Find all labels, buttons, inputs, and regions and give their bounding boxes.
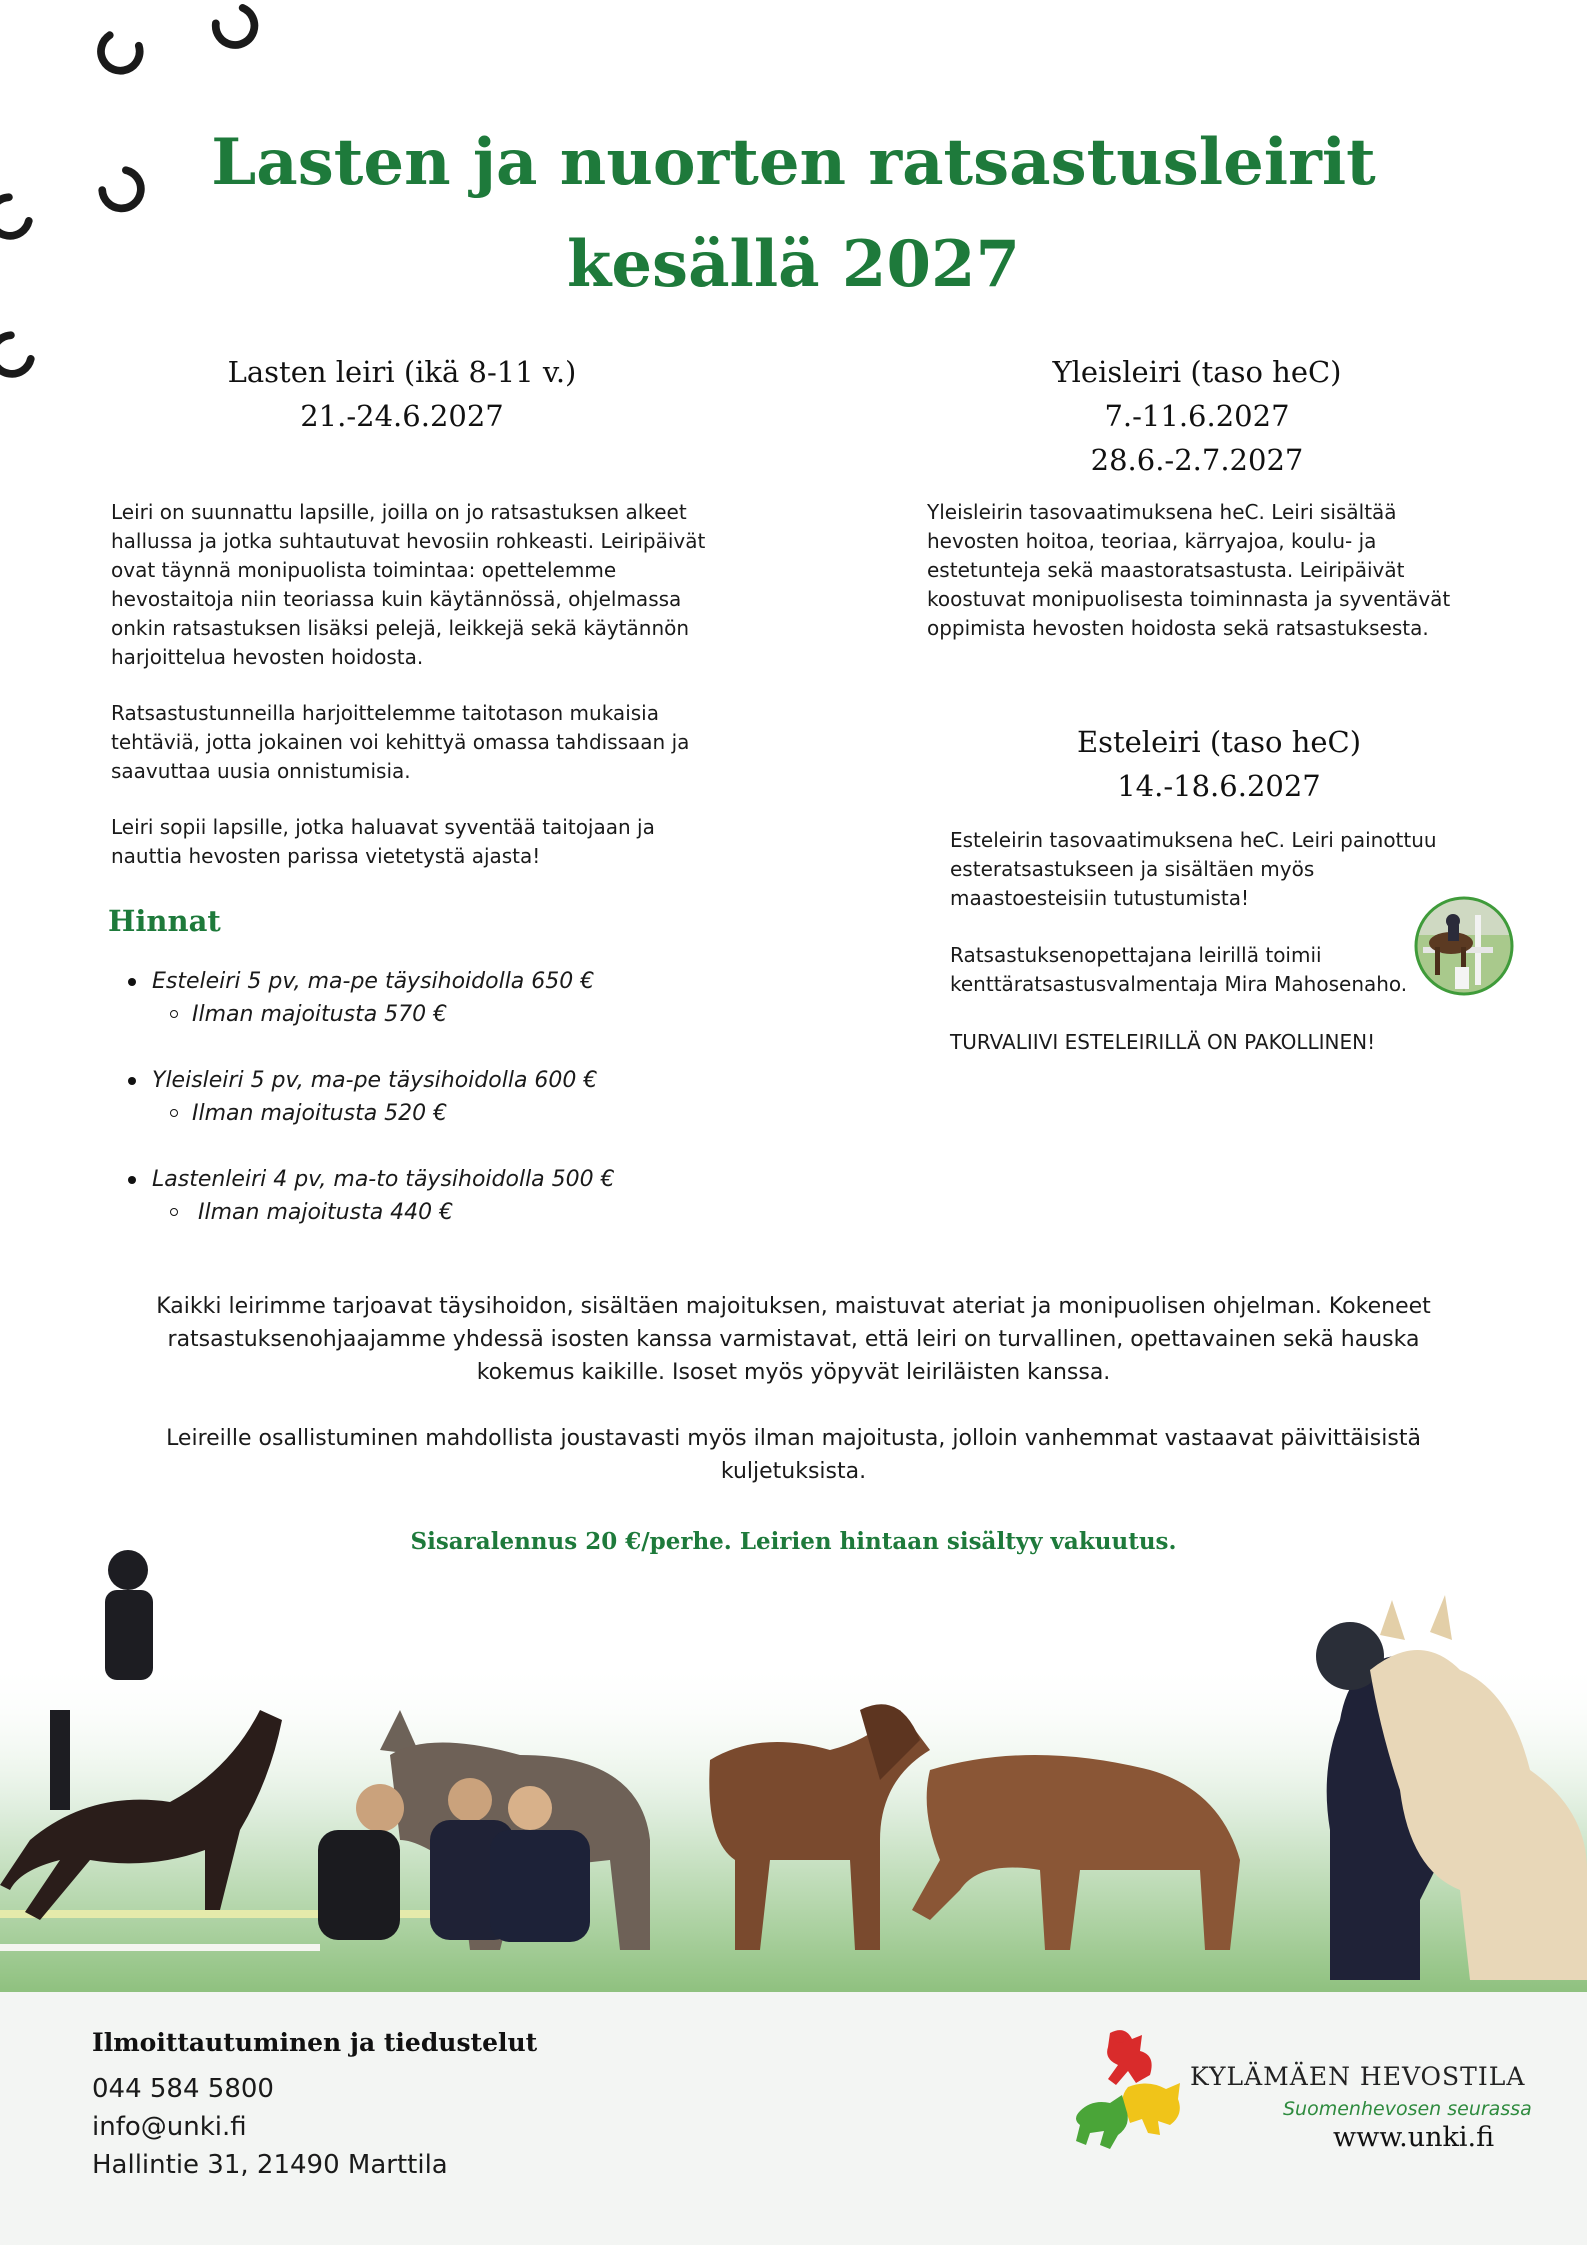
- esteleiri-coach-text: Ratsastuksenopettajana leirillä toimii kenttäratsastusvalmentaja Mira Mahosenaho.: [950, 943, 1408, 996]
- brand-name: KYLÄMÄEN HEVOSTILA: [1190, 2062, 1526, 2091]
- contact-email[interactable]: info@unki.fi: [92, 2112, 247, 2142]
- price-main: Lastenleiri 4 pv, ma-to täysihoidolla 500 €: [150, 1163, 770, 1196]
- general-info: [120, 1290, 1467, 1521]
- lasten-leiri-paragraph: Leiri on suunnattu lapsille, joilla on jo ratsastuksen alkeet hallussa ja jotka suhtautuvat hevosiin rohkeasti. Leiripäivät ovat täynnä monipuolista toimintaa: opettelemme hevostaitoja niin teoriassa kuin käytännössä, ohjelmassa onkin ratsastuksen lisäksi pelejä, leikkejä sekä käytännön harjoittelua hevosten hoidosta.: [111, 500, 706, 669]
- lasten-leiri-paragraph: Leiri sopii lapsille, jotka haluavat syventää taitojaan ja nauttia hevosten parissa vietetystä ajasta!: [111, 815, 655, 868]
- price-sub: Ilman majoitusta 520 €: [150, 1097, 770, 1130]
- title-line-1: Lasten ja nuorten ratsastusleirit: [211, 125, 1376, 200]
- stable-logo: [1070, 2025, 1188, 2153]
- horseshoe-icon: [0, 328, 38, 386]
- esteleiri-description: [950, 826, 1465, 940]
- esteleiri-heading: Esteleiri (taso heC): [1076, 725, 1362, 759]
- price-main: Esteleiri 5 pv, ma-pe täysihoidolla 650 €: [150, 965, 770, 998]
- lasten-leiri-paragraph: Ratsastustunneilla harjoittelemme taitotason mukaisia tehtäviä, jotta jokainen voi kehittyä omassa tahdissaan ja saavuttaa uusia onnistumisia.: [111, 701, 690, 783]
- lasten-leiri-heading-block: [152, 350, 652, 438]
- contact-phone[interactable]: 044 584 5800: [92, 2074, 274, 2104]
- lasten-leiri-dates: 21.-24.6.2027: [300, 399, 504, 433]
- discount-note: Sisaralennus 20 €/perhe. Leirien hintaan sisältyy vakuutus.: [410, 1528, 1177, 1555]
- yleisleiri-dates-1: 7.-11.6.2027: [1104, 399, 1290, 433]
- brand-website[interactable]: www.unki.fi: [1333, 2122, 1495, 2153]
- price-item: [150, 1064, 770, 1130]
- esteleiri-heading-block: [969, 720, 1469, 808]
- horseshoe-icon: [208, 0, 266, 58]
- price-item: [150, 965, 770, 1031]
- price-item: [150, 1163, 770, 1229]
- info-paragraph: Kaikki leirimme tarjoavat täysihoidon, sisältäen majoituksen, maistuvat ateriat ja monipuolisen ohjelman. Kokeneet ratsastuksenohjaajamme yhdessä isosten kanssa varmistavat, että leiri on turvallinen, opettavainen sekä hauska kokemus kaikille. Isoset myös yöpyvät leiriläisten kanssa.: [156, 1294, 1431, 1385]
- yleisleiri-heading: Yleisleiri (taso heC): [1052, 355, 1342, 389]
- esteleiri-safety-note: TURVALIIVI ESTELEIRILLÄ ON PAKOLLINEN!: [950, 1030, 1376, 1054]
- info-paragraph: Leireille osallistuminen mahdollista joustavasti myös ilman majoitusta, jolloin vanhemmat vastaavat päivittäisistä kuljetuksista.: [166, 1426, 1421, 1484]
- page-title: [0, 112, 1587, 316]
- price-sub: Ilman majoitusta 570 €: [150, 998, 770, 1031]
- price-list: [150, 965, 770, 1262]
- price-main: Yleisleiri 5 pv, ma-pe täysihoidolla 600 €: [150, 1064, 770, 1097]
- coach-jumping-photo: [1413, 895, 1515, 997]
- lasten-leiri-heading: Lasten leiri (ikä 8-11 v.): [227, 355, 577, 389]
- yleisleiri-dates-2: 28.6.-2.7.2027: [1090, 443, 1304, 477]
- lasten-leiri-description: [111, 498, 731, 898]
- esteleiri-text-1: Esteleirin tasovaatimuksena heC. Leiri painottuu esteratsastukseen ja sisältäen myös maastoesteisiin tutustumista!: [950, 828, 1437, 910]
- price-sub: Ilman majoitusta 440 €: [150, 1196, 770, 1229]
- title-line-2: kesällä 2027: [566, 227, 1021, 302]
- yleisleiri-description: Yleisleirin tasovaatimuksena heC. Leiri sisältää hevosten hoitoa, teoriaa, kärryajoa, koulu- ja estetunteja sekä maastoratsastusta. Leiripäivät koostuvat monipuolisesta toiminnasta ja syventävät oppimista hevosten hoidosta sekä ratsastuksesta.: [927, 500, 1451, 640]
- brand-subtitle: Suomenhevosen seurassa: [1283, 2098, 1532, 2120]
- contact-heading: Ilmoittautuminen ja tiedustelut: [92, 2028, 538, 2057]
- contact-address: Hallintie 31, 21490 Marttila: [92, 2150, 448, 2180]
- horseshoe-icon: [90, 26, 148, 84]
- horses-photo-collage: [0, 1540, 1587, 1992]
- prices-heading: Hinnat: [108, 904, 221, 938]
- esteleiri-dates: 14.-18.6.2027: [1117, 769, 1321, 803]
- yleisleiri-heading-block: [947, 350, 1447, 482]
